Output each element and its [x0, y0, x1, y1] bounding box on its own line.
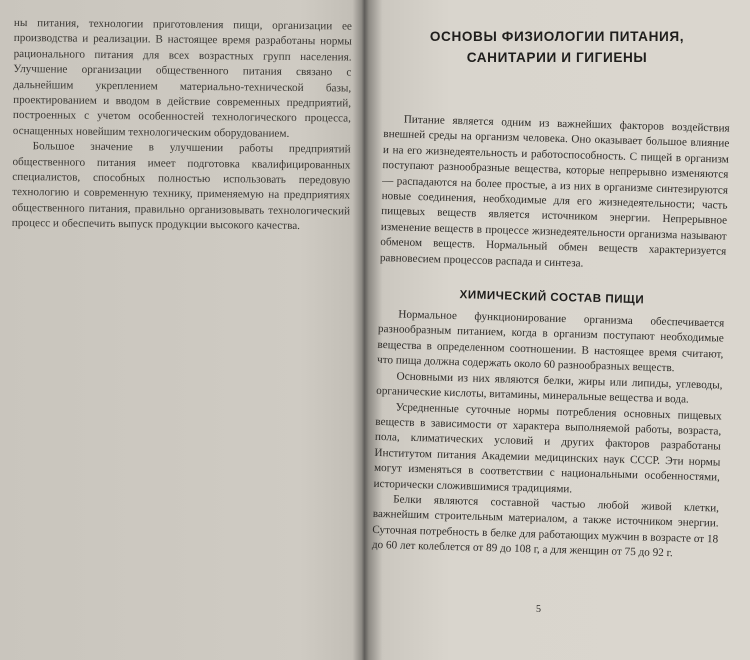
left-page	[11, 16, 352, 656]
section-paragraph-1: Нормальное функционирование организма обеспечивается разнообразным питанием, когда в организм поступают необходимые вещества в определенном соотношении. В настоящее время считают, что пища должна содержать около 60 разнообразных веществ.	[376, 308, 725, 375]
left-page-text	[12, 16, 352, 235]
left-paragraph-1: ны питания, технологии приготовления пищи, организации ее производства и реализации. В настоящее время разработаны нормы рационального питания для всех возрастных групп населения. Улучшение организации общественного питания связано с дальнейшим укреплением материально-технической базы, проектированием и вводом в действие современных предприятий, построенных с учетом особенностей технологического процесса, оснащенных новейшим технологическим оборудованием.	[12, 16, 352, 140]
section-title: ХИМИЧЕСКИЙ СОСТАВ ПИЩИ	[459, 288, 645, 307]
chapter-title-line-2: САНИТАРИИ И ГИГИЕНЫ	[466, 50, 648, 65]
intro-paragraph: Питание является одним из важнейших факторов воздействия внешней среды на организм человека. Оно оказывает большое влияние и на его жизнедеятельность и работоспособность. С пищей в организм поступают разнообразные вещества, которые непрерывно изменяются — распадаются на более простые, а из них в организме синтезируются новые соединения, необходимые для его жизнедеятельности; часть пищевых веществ является источником энергии. Непрерывное изменение веществ в процессе жизнедеятельности организма называют обменом веществ. Нормальный обмен веществ характеризуется равновесием процессов распада и синтеза.	[379, 113, 730, 270]
right-page-body	[372, 112, 730, 563]
left-paragraph-2: Большое значение в улучшении работы предприятий общественного питания имеет подготовка квалифицированных специалистов, способных полностью использовать передовую технологию и современную технику, применяемую на предприятиях общественного питания, правильно организовывать технологический процесс и обеспечить выпуск продукции высокого качества.	[11, 140, 351, 233]
page-number: 5	[536, 604, 541, 615]
section-paragraph-2: Основными из них являются белки, жиры или липиды, углеводы, органические кислоты, витамины, минеральные вещества и вода.	[376, 370, 723, 406]
section-paragraph-4: Белки являются составной частью любой живой клетки, важнейшим строительным материалом, а также источником энергии. Суточная потребность в белке для работающих мужчин в возрасте от 18 до 60 лет колеблется от 89 до 108 г, а для женщин от 75 до 92 г.	[371, 493, 720, 560]
right-page	[371, 14, 730, 654]
chapter-title	[384, 26, 730, 68]
section-paragraph-3: Усредненные суточные нормы потребления основных пищевых веществ в зависимости от характера выполняемой работы, возраста, пола, климатических условий и других факторов разработаны Институтом питания Академии медицинских наук СССР. Эти нормы могут изменяться в соответствии с национальными особенностями, исторически сложившимися традициями.	[373, 400, 722, 495]
chapter-title-line-1: ОСНОВЫ ФИЗИОЛОГИИ ПИТАНИЯ,	[429, 29, 685, 44]
